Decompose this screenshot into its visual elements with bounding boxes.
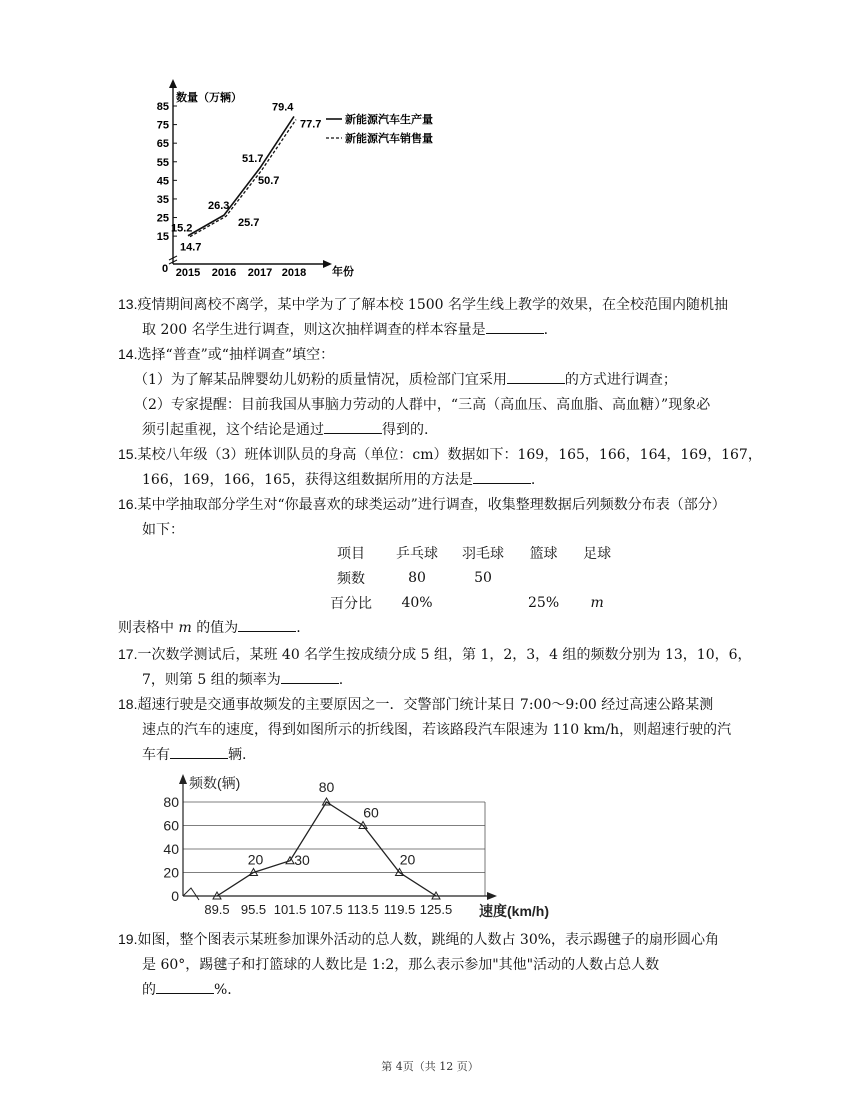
question-text: 的值为 [196,620,239,636]
answer-blank[interactable] [473,469,531,484]
answer-blank[interactable] [507,369,565,384]
zero-label: 0 [171,888,179,904]
x-tick-label: 119.5 [383,902,416,917]
table-cell: 足球 [583,545,612,562]
y-axis-arrow [169,79,177,88]
table-row [318,590,623,615]
answer-blank[interactable] [486,319,544,334]
table-cell: 频数 [337,570,365,587]
y-tick-label: 75 [156,119,169,132]
y-axis-arrow [179,774,187,784]
x-tick-label: 107.5 [310,902,343,917]
table-cell [450,590,516,615]
question-text: %. [214,982,232,998]
speed-frequency-chart [155,770,575,922]
sales-data-label: 14.7 [180,241,202,254]
y-tick-label: 35 [156,193,169,206]
x-tick-label: 2018 [281,267,307,279]
sales-data-label: 50.7 [258,174,280,187]
answer-blank[interactable] [238,617,296,632]
answer-blank[interactable] [281,669,339,684]
data-label: 20 [399,851,416,868]
table-cell [571,565,623,590]
period: . [338,672,344,688]
y-axis-label: 数量（万辆） [176,92,242,104]
question-text: 的 [142,982,156,998]
variable-m: m [178,620,192,636]
period: . [543,322,549,338]
period: . [296,620,301,636]
production-data-label: 26.3 [208,200,230,213]
question-number: 13. [118,296,138,312]
question-16 [118,492,768,543]
x-tick-label: 95.5 [240,902,267,917]
table-cell: 羽毛球 [462,545,504,562]
table-cell: 乒乓球 [396,545,438,562]
y-tick-label: 40 [163,841,179,857]
table-cell: m [590,594,604,611]
question-text: 166，169，166，165，获得这组数据所用的方法是 [142,472,473,488]
question-number: 14. [118,346,138,362]
x-tick-label: 113.5 [347,902,379,917]
x-tick-label: 2016 [211,267,237,279]
x-axis-label: 速度(km/h) [479,903,549,919]
frequency-table [318,540,623,615]
y-tick-label: 55 [156,156,169,169]
y-tick-label: 85 [156,101,169,113]
table-cell: 40% [401,594,433,611]
page-footer: 第 4页（共 12 页） [381,1060,479,1073]
y-tick-label: 65 [156,138,169,151]
y-axis-label: 频数(辆) [189,775,241,791]
answer-blank[interactable] [170,744,228,759]
question-text: 超速行驶是交通事故频发的主要原因之一．交警部门统计某日 7:00～9:00 经过高速公路某测 [137,697,714,713]
y-tick-label: 45 [156,175,169,188]
question-16-answer-line [118,616,768,641]
answer-blank[interactable] [156,979,214,994]
production-data-label: 15.2 [171,222,193,235]
question-text: 的方式进行调查； [564,372,677,388]
data-label: 60 [363,804,379,821]
question-text: 得到的. [382,422,429,438]
x-tick-label: 2015 [175,267,201,279]
production-data-label: 51.7 [242,152,264,165]
x-tick-label: 89.5 [204,902,230,917]
question-19 [118,927,768,1003]
question-text: 疫情期间离校不离学，某中学为了了解本校 1500 名学生线上教学的效果，在全校范围内随机抽 [137,297,728,313]
question-text: 如下： [142,522,184,538]
table-row [318,540,623,565]
question-15 [118,442,768,493]
question-text: 辆. [228,747,247,763]
sub-question-1: （1）为了解某品牌婴幼儿奶粉的质量情况，质检部门宜采用 [134,372,507,388]
question-text: 选择“普查”或“抽样调查”填空： [137,347,335,363]
question-14 [118,342,768,443]
table-cell: 项目 [337,545,365,562]
question-text: 某中学抽取部分学生对“你最喜欢的球类运动”进行调查，收集整理数据后列频数分布表（部分） [137,497,726,513]
zero-label: 0 [162,263,169,275]
x-tick-label: 125.5 [419,902,453,917]
x-axis-arrow [323,260,332,268]
question-number: 15. [118,446,138,462]
sub-question-2: （2）专家提醒：目前我国从事脑力劳动的人群中，“三高（高血压、高血脂、高血糖）”现象必 [134,397,711,413]
production-data-label: 79.4 [272,101,294,114]
question-text: 7，则第 5 组的频率为 [142,672,281,688]
question-number: 17. [118,646,138,662]
y-tick-label: 25 [156,212,169,225]
table-cell: 篮球 [529,545,558,562]
legend-sales-label: 新能源汽车销售量 [345,133,433,145]
question-text: 如图，整个图表示某班参加课外活动的总人数，跳绳的人数占 30%，表示踢毽子的扇形圆心角 [137,932,720,948]
question-number: 18. [118,696,138,712]
y-tick-label: 80 [163,794,179,810]
question-text: 车有 [142,747,170,763]
question-text: 速点的汽车的速度，得到如图所示的折线图，若该路段汽车限速为 110 km/h，则超速行驶的汽 [142,722,732,738]
table-cell: 25% [528,594,560,611]
question-number: 16. [118,496,138,512]
table-cell [516,565,571,590]
data-label: 30 [294,851,310,868]
question-13 [118,292,768,343]
data-label: 80 [318,779,335,795]
x-tick-label: 101.5 [273,902,307,917]
question-text: 须引起重视，这个结论是通过 [142,422,324,438]
answer-blank[interactable] [324,419,382,434]
question-number: 19. [118,931,138,947]
table-row [318,565,623,590]
table-cell: 50 [474,569,492,586]
x-tick-label: 2017 [247,267,273,279]
y-tick-label: 20 [163,864,179,881]
sales-data-label: 77.7 [300,118,322,131]
x-axis-label: 年份 [332,266,354,278]
question-text: 一次数学测试后，某班 40 名学生按成绩分成 5 组，第 1，2，3，4 组的频数分别为 13，10，6， [137,647,752,663]
y-tick-label: 15 [156,231,169,244]
y-tick-label: 60 [163,817,179,834]
question-text: 是 60°，踢毽子和打篮球的人数比是 1:2，那么表示参加"其他"活动的人数占总人数 [142,957,660,973]
question-text: 某校八年级（3）班体训队员的身高（单位：cm）数据如下：169，165，166，164，169，167， [137,447,762,463]
question-text: 取 200 名学生进行调查，则这次抽样调查的样本容量是 [142,322,486,338]
data-label: 20 [247,851,264,868]
table-cell: 百分比 [330,595,372,612]
question-17 [118,642,768,693]
question-text: 则表格中 [118,620,174,636]
question-18 [118,692,768,768]
x-axis-arrow [487,892,497,900]
axis-break [183,888,199,900]
period: . [530,472,536,488]
legend-production-label: 新能源汽车生产量 [345,114,433,126]
sales-data-label: 25.7 [238,217,260,230]
table-cell: 80 [408,569,426,586]
vehicle-production-chart [140,76,460,286]
